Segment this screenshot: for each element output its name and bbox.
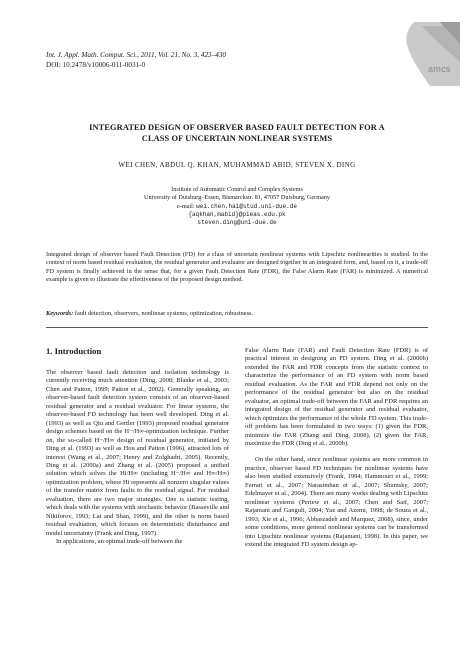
- affiliation-institute: Institute of Automatic Control and Complex Systems: [171, 186, 303, 193]
- journal-logo-icon: [400, 22, 460, 86]
- paper-title: [46, 123, 428, 144]
- paper-title-line: CLASS OF UNCERTAIN NONLINEAR SYSTEMS: [141, 133, 333, 143]
- affiliation-block: [46, 186, 428, 227]
- body-paragraph: In applications, an optimal trade-off between the: [56, 538, 183, 546]
- section-divider: [46, 327, 428, 328]
- body-paragraph: False Alarm Rate (FAR) and Fault Detection Rate (FDR) is of practical interest in designing an FD system. Ding et al. (2000b) extended the FAR and FDR concepts from the statistic context to characterize the performance of an FD system with norm based residual evaluation. As the FAR and FDR depend not only on the performance of the residual generator but also on the residual evaluator, an optimal trade-off between the FAR and FDR requires an integrated design of the residual generator and residual evaluator, which optimizes the performance of the whole FD system. This trade-off problem has been formulated in two ways: (1) given the FDR, minimize the FAR (Zhang and Ding, 2008), (2) given the FAR, maximize the FDR (Ding et al., 2000b).: [245, 347, 428, 447]
- affiliation-email-row: [46, 203, 428, 211]
- paper-title-line: INTEGRATED DESIGN OF OBSERVER BASED FAULT DETECTION FOR A: [89, 123, 385, 132]
- body-paragraph: On the other hand, since nonlinear systems are more common in practice, observer based FD techniques for nonlinear systems have also been studied extensively (Frank, 1994; Hammouri et al., 1999; Ferrari et al., 2007; Narasimhan et al., 2007; Shumsky, 2007; Edelmayer et al., 2004). There are many works dealing with Lipschitz nonlinear systems (Pertew et al., 2007; Chen and Saif, 2007; Rajamani and Ganguli, 2004; Yaz and Azemi, 1998; de Souza et al., 1993; Xie et al., 1996; Abbaszadeh and Marquez, 2008), since, under some conditions, more general nonlinear systems can be transformed into Lipschitz nonlinear systems (Rajamani, 1998). In this paper, we extend the integrated FD system design ap-: [245, 456, 428, 548]
- right-column: [245, 347, 428, 549]
- journal-logo-text: amcs: [428, 64, 451, 74]
- doi-line: DOI: 10.2478/v10006-011-0031-0: [46, 61, 146, 69]
- keywords-text: fault detection, observers, nonlinear systems, optimization, robustness.: [73, 310, 254, 317]
- abstract-text: Integrated design of observer based Fault Detection (FD) for a class of uncertain nonlinear systems with Lipschitz nonlinearities is studied. In the context of norm based residual evaluation, the residual generator and evaluator are designed together in an integrated form, and, based on it, a trade-off FD system is finally achieved in the sense that, for a given Fault Detection Rate (FDR), the False Alarm Rate (FAR) is minimized. A numerical example is given to illustrate the effectiveness of the proposed design method.: [46, 251, 428, 284]
- email-address[interactable]: steven.ding@uni-due.de: [197, 219, 277, 227]
- keywords-label: Keywords:: [46, 310, 74, 317]
- journal-citation: Int. J. Appl. Math. Comput. Sci., 2011, Vol. 21, No. 3, 423–430: [46, 51, 227, 59]
- keywords-line: [46, 310, 428, 317]
- email-address[interactable]: wei.chen.hai@stud.uni-due.de: [196, 202, 297, 210]
- email-label: e-mail:: [177, 202, 197, 210]
- left-column: [46, 346, 229, 547]
- author-list: WEI CHEN, ABDUL Q. KHAN, MUHAMMAD ABID, STEVEN X. DING: [118, 161, 356, 169]
- body-paragraph: The observer based fault detection and isolation technology is currently receiving much attention (Ding, 2008; Blanke et al., 2003; Chen and Patton, 1999; Patton et al., 2002). Generally speaking, an observer-based fault detection system consists of an observer-based residual generator and a residual evaluator. For linear systems, the observer-based FD technology has been well developed. Ding et al. (1993) as well as Qiu and Gertler (1993) proposed residual generator design schemes based on the H−/H∞-optimization technique. Further on, the so-called H−/H∞ design of residual generator, initiated by Ding et al. (1993) as well as Hou and Patton (1996), attracted lots of interest (Wang et al., 2007; Henry and Zolghadri, 2005). Recently, Ding et al. (2000a) and Zhang et al. (2005) proposed a unified solution which solves the Hi/H∞ (including H−/H∞ and H∞/H∞) optimization problem, where Hi represents all nonzero singular values of the transfer matrix from faults to the residual signal. For residual evaluation, there are two major strategies. One is statistic testing, which deals with the systems with stochastic behavior (Basseville and Nikiforov, 1993; Lai and Shan, 1999), and the other is norm based residual evaluation, which focuses on deterministic disturbance and model uncertainty (Frank and Ding, 1997).: [46, 369, 229, 537]
- affiliation-address: University of Duisburg–Essen, Bismarckstr. 81, 47057 Duisburg, Germany: [144, 194, 330, 202]
- section-heading: 1. Introduction: [46, 346, 102, 356]
- journal-header: [46, 50, 226, 70]
- email-address[interactable]: {aqkhan,mabid}@pieas.edu.pk: [188, 210, 286, 218]
